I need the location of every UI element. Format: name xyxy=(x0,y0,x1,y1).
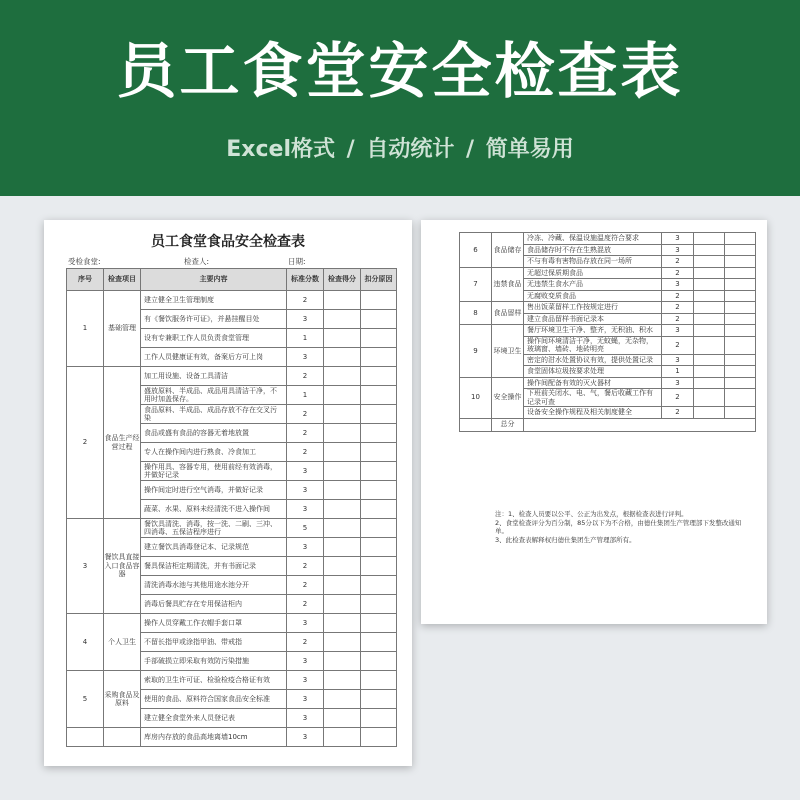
actual-score-cell[interactable] xyxy=(324,709,361,728)
check-item-cell xyxy=(104,728,141,747)
content-cell: 无腐败变质食品 xyxy=(524,290,662,302)
content-cell: 下班前关闭水、电、气，餐后收藏工作有记录可查 xyxy=(524,389,662,407)
content-cell: 建立餐饮具消毒登记本、记录规范 xyxy=(141,538,287,557)
standard-score-cell: 3 xyxy=(287,652,324,671)
content-cell: 售出饭菜留样工作按规定进行 xyxy=(524,302,662,314)
check-item-cell: 采购食品及原料 xyxy=(104,671,141,728)
deduction-reason-cell[interactable] xyxy=(725,366,756,378)
deduction-reason-cell[interactable] xyxy=(361,348,397,367)
standard-score-cell: 2 xyxy=(662,336,694,354)
standard-score-cell: 3 xyxy=(662,325,694,337)
deduction-reason-cell[interactable] xyxy=(725,407,756,419)
standard-score-cell: 2 xyxy=(287,595,324,614)
actual-score-cell[interactable] xyxy=(324,367,361,386)
content-cell: 无违禁生食水产品 xyxy=(524,279,662,291)
header-cell: 序号 xyxy=(67,269,104,291)
standard-score-cell: 1 xyxy=(662,366,694,378)
actual-score-cell[interactable] xyxy=(694,354,725,366)
deduction-reason-cell[interactable] xyxy=(725,354,756,366)
content-cell: 建立食品留样书面记录本 xyxy=(524,313,662,325)
standard-score-cell: 3 xyxy=(662,233,694,245)
content-cell: 使用的食品、原料符合国家食品安全标准 xyxy=(141,690,287,709)
content-cell: 消毒后餐具贮存在专用保洁柜内 xyxy=(141,595,287,614)
inspector-label: 检查人: xyxy=(184,257,210,266)
content-cell: 专人在操作间内进行熟食、冷食加工 xyxy=(141,443,287,462)
deduction-reason-cell[interactable] xyxy=(361,329,397,348)
document-page-2 xyxy=(421,220,767,624)
content-cell: 设备安全操作规程及相关制度健全 xyxy=(524,407,662,419)
actual-score-cell[interactable] xyxy=(324,424,361,443)
table-row xyxy=(460,233,756,245)
table-row xyxy=(67,367,397,386)
header-cell: 检查得分 xyxy=(324,269,361,291)
actual-score-cell[interactable] xyxy=(324,386,361,405)
content-cell: 操作间环境清洁干净，无蚊蝇，无杂物，玻璃窗、墙砖、地砖明亮 xyxy=(524,336,662,354)
actual-score-cell[interactable] xyxy=(694,377,725,389)
content-cell: 食品原料、半成品、成品存放不存在交叉污染 xyxy=(141,405,287,424)
document-title: 员工食堂食品安全检查表 xyxy=(151,234,305,250)
actual-score-cell[interactable] xyxy=(694,256,725,268)
actual-score-cell[interactable] xyxy=(324,614,361,633)
standard-score-cell: 3 xyxy=(662,354,694,366)
table-row xyxy=(460,377,756,389)
deduction-reason-cell[interactable] xyxy=(361,538,397,557)
empty-cell xyxy=(460,418,492,431)
standard-score-cell: 3 xyxy=(287,348,324,367)
content-cell: 建立健全卫生管理制度 xyxy=(141,291,287,310)
content-cell: 索取的卫生许可证、检验检疫合格证有效 xyxy=(141,671,287,690)
standard-score-cell: 3 xyxy=(287,709,324,728)
standard-score-cell: 3 xyxy=(287,481,324,500)
group-number-cell: 10 xyxy=(460,377,492,418)
actual-score-cell[interactable] xyxy=(324,728,361,747)
check-item-cell: 安全操作 xyxy=(492,377,524,418)
actual-score-cell[interactable] xyxy=(694,313,725,325)
deduction-reason-cell[interactable] xyxy=(361,424,397,443)
deduction-reason-cell[interactable] xyxy=(361,405,397,424)
content-cell: 餐饮具清洗、消毒，按一洗、二刷、三冲、四消毒、五保洁程序进行 xyxy=(141,519,287,538)
standard-score-cell: 2 xyxy=(662,389,694,407)
actual-score-cell[interactable] xyxy=(694,325,725,337)
deduction-reason-cell[interactable] xyxy=(361,310,397,329)
standard-score-cell: 1 xyxy=(287,329,324,348)
standard-score-cell: 2 xyxy=(662,407,694,419)
deduction-reason-cell[interactable] xyxy=(725,290,756,302)
deduction-reason-cell[interactable] xyxy=(361,386,397,405)
content-cell: 操作用具、容器专用，使用前经有效消毒，并做好记录 xyxy=(141,462,287,481)
standard-score-cell: 3 xyxy=(662,244,694,256)
content-cell: 冷冻、冷藏、保温设施温度符合要求 xyxy=(524,233,662,245)
standard-score-cell: 2 xyxy=(287,576,324,595)
check-item-cell: 食品留样 xyxy=(492,302,524,325)
deduction-reason-cell[interactable] xyxy=(361,500,397,519)
standard-score-cell: 2 xyxy=(662,290,694,302)
table-row xyxy=(67,291,397,310)
actual-score-cell[interactable] xyxy=(324,310,361,329)
standard-score-cell: 1 xyxy=(287,386,324,405)
deduction-reason-cell[interactable] xyxy=(361,595,397,614)
deduction-reason-cell[interactable] xyxy=(361,652,397,671)
inspection-table-continued xyxy=(459,232,756,432)
header-banner xyxy=(0,0,800,196)
table-header-row xyxy=(67,269,397,291)
standard-score-cell: 3 xyxy=(287,310,324,329)
total-label: 总分 xyxy=(492,418,524,431)
deduction-reason-cell[interactable] xyxy=(361,462,397,481)
content-cell: 清洗消毒水池与其他用途水池分开 xyxy=(141,576,287,595)
deduction-reason-cell[interactable] xyxy=(725,233,756,245)
notes xyxy=(495,510,753,544)
note-line: 3、此检查表解释权归德仕集团生产管理部所有。 xyxy=(495,535,636,544)
check-item-cell: 个人卫生 xyxy=(104,614,141,671)
actual-score-cell[interactable] xyxy=(694,366,725,378)
standard-score-cell: 2 xyxy=(662,267,694,279)
content-cell: 食堂固体垃圾按要求处理 xyxy=(524,366,662,378)
actual-score-cell[interactable] xyxy=(694,267,725,279)
content-cell: 餐厅环境卫生干净、整齐，无积油、积水 xyxy=(524,325,662,337)
standard-score-cell: 2 xyxy=(287,443,324,462)
group-number-cell: 1 xyxy=(67,291,104,367)
standard-score-cell: 3 xyxy=(287,671,324,690)
deduction-reason-cell[interactable] xyxy=(361,728,397,747)
standard-score-cell: 2 xyxy=(287,424,324,443)
standard-score-cell: 3 xyxy=(287,538,324,557)
group-number-cell: 9 xyxy=(460,325,492,378)
group-number-cell: 3 xyxy=(67,519,104,614)
table-row xyxy=(460,267,756,279)
content-cell: 操作间配备有效的灭火器材 xyxy=(524,377,662,389)
actual-score-cell[interactable] xyxy=(324,481,361,500)
standard-score-cell: 2 xyxy=(662,302,694,314)
deduction-reason-cell[interactable] xyxy=(725,313,756,325)
group-number-cell: 2 xyxy=(67,367,104,519)
content-cell: 手部破损立即采取有效防污染措施 xyxy=(141,652,287,671)
content-cell: 食品储存时不存在生熟混放 xyxy=(524,244,662,256)
deduction-reason-cell[interactable] xyxy=(725,325,756,337)
group-number-cell: 8 xyxy=(460,302,492,325)
group-number-cell: 6 xyxy=(460,233,492,268)
standard-score-cell: 3 xyxy=(287,728,324,747)
actual-score-cell[interactable] xyxy=(324,462,361,481)
content-cell: 餐具保洁柜定期清洗，并有书面记录 xyxy=(141,557,287,576)
content-cell: 食品或盛有食品的容器无着地放置 xyxy=(141,424,287,443)
group-number-cell xyxy=(67,728,104,747)
group-number-cell: 7 xyxy=(460,267,492,302)
actual-score-cell[interactable] xyxy=(324,595,361,614)
check-item-cell: 食品储存 xyxy=(492,233,524,268)
standard-score-cell: 2 xyxy=(287,291,324,310)
content-cell: 设有专兼职工作人员负责食堂管理 xyxy=(141,329,287,348)
deduction-reason-cell[interactable] xyxy=(725,377,756,389)
deduction-reason-cell[interactable] xyxy=(725,389,756,407)
date-label: 日期: xyxy=(288,257,306,266)
deduction-reason-cell[interactable] xyxy=(361,367,397,386)
actual-score-cell[interactable] xyxy=(324,690,361,709)
actual-score-cell[interactable] xyxy=(324,329,361,348)
header-cell: 扣分原因 xyxy=(361,269,397,291)
actual-score-cell[interactable] xyxy=(324,652,361,671)
actual-score-cell[interactable] xyxy=(324,671,361,690)
standard-score-cell: 2 xyxy=(287,557,324,576)
standard-score-cell: 3 xyxy=(287,614,324,633)
check-item-cell: 违禁食品 xyxy=(492,267,524,302)
header-cell: 检查项目 xyxy=(104,269,141,291)
inspected-canteen-label: 受检食堂: xyxy=(68,257,101,266)
content-cell: 库房内存放的食品高地离墙10cm xyxy=(141,728,287,747)
table-row xyxy=(460,325,756,337)
actual-score-cell[interactable] xyxy=(324,538,361,557)
content-cell: 密定的泔水处置协议有效，提供处置记录 xyxy=(524,354,662,366)
actual-score-cell[interactable] xyxy=(324,500,361,519)
deduction-reason-cell[interactable] xyxy=(725,244,756,256)
actual-score-cell[interactable] xyxy=(324,557,361,576)
deduction-reason-cell[interactable] xyxy=(725,336,756,354)
note-line: 注：1、检查人员要以公平、公正为出发点，根据检查表进行评判。 xyxy=(495,510,688,518)
group-number-cell: 4 xyxy=(67,614,104,671)
deduction-reason-cell[interactable] xyxy=(361,576,397,595)
actual-score-cell[interactable] xyxy=(694,389,725,407)
standard-score-cell: 2 xyxy=(287,633,324,652)
banner-subtitle: Excel格式 / 自动统计 / 简单易用 xyxy=(226,137,574,162)
actual-score-cell[interactable] xyxy=(324,291,361,310)
content-cell: 蔬菜、水果、原料未经清洗不进入操作间 xyxy=(141,500,287,519)
deduction-reason-cell[interactable] xyxy=(361,481,397,500)
check-item-cell: 食品生产经营过程 xyxy=(104,367,141,519)
standard-score-cell: 5 xyxy=(287,519,324,538)
deduction-reason-cell[interactable] xyxy=(361,690,397,709)
content-cell: 盛放原料、半成品、成品用具清洁干净，不用时加盖保存。 xyxy=(141,386,287,405)
actual-score-cell[interactable] xyxy=(324,576,361,595)
deduction-reason-cell[interactable] xyxy=(361,291,397,310)
content-cell: 操作间定时进行空气消毒，并做好记录 xyxy=(141,481,287,500)
deduction-reason-cell[interactable] xyxy=(361,614,397,633)
standard-score-cell: 3 xyxy=(287,462,324,481)
actual-score-cell[interactable] xyxy=(324,405,361,424)
standard-score-cell: 3 xyxy=(662,377,694,389)
header-cell: 标准分数 xyxy=(287,269,324,291)
deduction-reason-cell[interactable] xyxy=(725,256,756,268)
deduction-reason-cell[interactable] xyxy=(725,302,756,314)
standard-score-cell: 3 xyxy=(662,279,694,291)
actual-score-cell[interactable] xyxy=(324,348,361,367)
check-item-cell: 环境卫生 xyxy=(492,325,524,378)
deduction-reason-cell[interactable] xyxy=(361,557,397,576)
deduction-reason-cell[interactable] xyxy=(725,267,756,279)
standard-score-cell: 3 xyxy=(287,690,324,709)
content-cell: 建立健全食堂外来人员登记表 xyxy=(141,709,287,728)
content-cell: 无超过保质期食品 xyxy=(524,267,662,279)
total-score-cell[interactable] xyxy=(524,418,756,431)
deduction-reason-cell[interactable] xyxy=(361,671,397,690)
check-item-cell: 餐饮具直接入口食品容器 xyxy=(104,519,141,614)
table-row xyxy=(67,614,397,633)
table-row xyxy=(67,519,397,538)
standard-score-cell: 3 xyxy=(287,500,324,519)
actual-score-cell[interactable] xyxy=(324,519,361,538)
actual-score-cell[interactable] xyxy=(694,407,725,419)
inspection-table xyxy=(66,268,397,747)
standard-score-cell: 2 xyxy=(287,405,324,424)
deduction-reason-cell[interactable] xyxy=(361,443,397,462)
total-row xyxy=(460,418,756,431)
standard-score-cell: 2 xyxy=(662,313,694,325)
table-row xyxy=(67,728,397,747)
table-row xyxy=(67,671,397,690)
deduction-reason-cell[interactable] xyxy=(361,709,397,728)
standard-score-cell: 2 xyxy=(662,256,694,268)
actual-score-cell[interactable] xyxy=(694,244,725,256)
check-item-cell: 基础管理 xyxy=(104,291,141,367)
content-cell: 工作人员健康证有效，备案后方可上岗 xyxy=(141,348,287,367)
actual-score-cell[interactable] xyxy=(694,290,725,302)
standard-score-cell: 2 xyxy=(287,367,324,386)
banner-title: 员工食堂安全检查表 xyxy=(116,37,684,107)
header-cell: 主要内容 xyxy=(141,269,287,291)
actual-score-cell[interactable] xyxy=(694,302,725,314)
content-cell: 不与有毒有害物品存放在同一场所 xyxy=(524,256,662,268)
content-cell: 操作人员穿戴工作衣帽手套口罩 xyxy=(141,614,287,633)
content-cell: 不留长指甲或涂指甲油、带戒指 xyxy=(141,633,287,652)
actual-score-cell[interactable] xyxy=(694,336,725,354)
content-cell: 有《餐饮服务许可证》，并悬挂醒目处 xyxy=(141,310,287,329)
actual-score-cell[interactable] xyxy=(324,443,361,462)
table-row xyxy=(460,302,756,314)
actual-score-cell[interactable] xyxy=(694,279,725,291)
content-cell: 加工用设施、设备工具清洁 xyxy=(141,367,287,386)
group-number-cell: 5 xyxy=(67,671,104,728)
actual-score-cell[interactable] xyxy=(324,633,361,652)
actual-score-cell[interactable] xyxy=(694,233,725,245)
deduction-reason-cell[interactable] xyxy=(361,633,397,652)
note-line: 2、食堂检查评分为百分制，85分以下为不合格，由德仕集团生产管理部下发整改通知单。 xyxy=(495,518,742,535)
document-page-1 xyxy=(44,220,412,766)
deduction-reason-cell[interactable] xyxy=(725,279,756,291)
deduction-reason-cell[interactable] xyxy=(361,519,397,538)
